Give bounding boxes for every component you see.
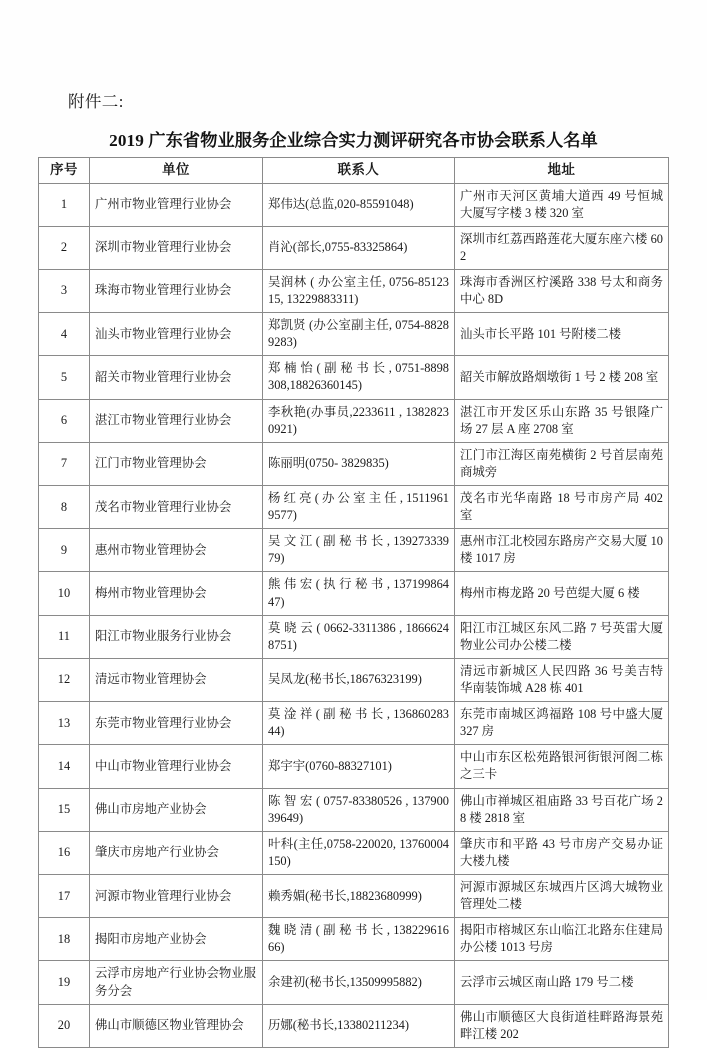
cell-address: 广州市天河区黄埔大道西 49 号恒城大厦写字楼 3 楼 320 室 xyxy=(455,183,669,226)
cell-contact: 郑伟达(总监,020-85591048) xyxy=(263,183,455,226)
table-row xyxy=(39,1004,669,1047)
cell-contact: 吴凤龙(秘书长,18676323199) xyxy=(263,658,455,701)
cell-index: 6 xyxy=(39,399,90,442)
cell-organization: 揭阳市房地产业协会 xyxy=(90,918,263,961)
cell-address: 惠州市江北校园东路房产交易大厦 10 楼 1017 房 xyxy=(455,529,669,572)
cell-contact: 郑宇宇(0760-88327101) xyxy=(263,745,455,788)
table-body xyxy=(39,183,669,1047)
cell-contact: 陈丽明(0750- 3829835) xyxy=(263,442,455,485)
page-title: 2019 广东省物业服务企业综合实力测评研究各市协会联系人名单 xyxy=(109,131,598,150)
cell-organization: 珠海市物业管理行业协会 xyxy=(90,269,263,312)
column-header-index: 序号 xyxy=(39,158,90,184)
cell-index: 10 xyxy=(39,572,90,615)
cell-address: 东莞市南城区鸿福路 108 号中盛大厦 327 房 xyxy=(455,702,669,745)
table-header-row xyxy=(39,158,669,184)
cell-contact: 肖沁(部长,0755-83325864) xyxy=(263,226,455,269)
table-row xyxy=(39,745,669,788)
cell-contact: 杨 红 亮 ( 办 公 室 主 任 , 15119619577) xyxy=(263,486,455,529)
cell-contact: 历娜(秘书长,13380211234) xyxy=(263,1004,455,1047)
column-header-contact: 联系人 xyxy=(263,158,455,184)
table-row xyxy=(39,918,669,961)
cell-organization: 汕头市物业管理行业协会 xyxy=(90,313,263,356)
cell-contact: 陈 智 宏 ( 0757-83380526 , 13790039649) xyxy=(263,788,455,831)
cell-index: 1 xyxy=(39,183,90,226)
cell-address: 阳江市江城区东风二路 7 号英雷大厦物业公司办公楼二楼 xyxy=(455,615,669,658)
cell-index: 4 xyxy=(39,313,90,356)
cell-address: 河源市源城区东城西片区鸿大城物业管理处二楼 xyxy=(455,875,669,918)
cell-contact: 吴 文 江 ( 副 秘 书 长 , 13927333979) xyxy=(263,529,455,572)
cell-index: 17 xyxy=(39,875,90,918)
cell-address: 云浮市云城区南山路 179 号二楼 xyxy=(455,961,669,1004)
cell-address: 清远市新城区人民四路 36 号美吉特华南装饰城 A28 栋 401 xyxy=(455,658,669,701)
cell-index: 14 xyxy=(39,745,90,788)
cell-contact: 熊 伟 宏 ( 执 行 秘 书 , 13719986447) xyxy=(263,572,455,615)
cell-address: 肇庆市和平路 43 号市房产交易办证大楼九楼 xyxy=(455,831,669,874)
table-row xyxy=(39,183,669,226)
cell-address: 江门市江海区南苑横街 2 号首层南苑商城旁 xyxy=(455,442,669,485)
cell-organization: 茂名市物业管理行业协会 xyxy=(90,486,263,529)
contacts-table xyxy=(38,157,669,1048)
cell-index: 16 xyxy=(39,831,90,874)
table-row xyxy=(39,572,669,615)
table-row xyxy=(39,788,669,831)
cell-index: 13 xyxy=(39,702,90,745)
cell-contact: 莫 晓 云 ( 0662-3311386 , 18666248751) xyxy=(263,615,455,658)
cell-index: 2 xyxy=(39,226,90,269)
cell-contact: 郑 楠 怡 ( 副 秘 书 长 , 0751-8898308,18826360145) xyxy=(263,356,455,399)
cell-address: 揭阳市榕城区东山临江北路东住建局办公楼 1013 号房 xyxy=(455,918,669,961)
table-row xyxy=(39,831,669,874)
cell-organization: 梅州市物业管理协会 xyxy=(90,572,263,615)
cell-contact: 吴润林 ( 办公室主任, 0756-8512315, 13229883311) xyxy=(263,269,455,312)
cell-index: 9 xyxy=(39,529,90,572)
table-row xyxy=(39,875,669,918)
table-row xyxy=(39,442,669,485)
cell-address: 佛山市顺德区大良街道桂畔路海景苑畔江楼 202 xyxy=(455,1004,669,1047)
cell-organization: 韶关市物业管理行业协会 xyxy=(90,356,263,399)
cell-organization: 肇庆市房地产行业协会 xyxy=(90,831,263,874)
cell-contact: 赖秀媚(秘书长,18823680999) xyxy=(263,875,455,918)
table-row xyxy=(39,313,669,356)
cell-organization: 惠州市物业管理协会 xyxy=(90,529,263,572)
cell-index: 8 xyxy=(39,486,90,529)
cell-index: 15 xyxy=(39,788,90,831)
cell-organization: 河源市物业管理行业协会 xyxy=(90,875,263,918)
contacts-table-container xyxy=(38,157,669,1048)
table-row xyxy=(39,615,669,658)
table-row xyxy=(39,658,669,701)
table-header xyxy=(39,158,669,184)
cell-address: 茂名市光华南路 18 号市房产局 402 室 xyxy=(455,486,669,529)
cell-address: 韶关市解放路烟墩街 1 号 2 楼 208 室 xyxy=(455,356,669,399)
cell-organization: 湛江市物业管理行业协会 xyxy=(90,399,263,442)
table-row xyxy=(39,269,669,312)
cell-address: 湛江市开发区乐山东路 35 号银隆广场 27 层 A 座 2708 室 xyxy=(455,399,669,442)
table-row xyxy=(39,961,669,1004)
cell-contact: 余建初(秘书长,13509995882) xyxy=(263,961,455,1004)
cell-address: 汕头市长平路 101 号附楼二楼 xyxy=(455,313,669,356)
cell-organization: 中山市物业管理行业协会 xyxy=(90,745,263,788)
cell-organization: 江门市物业管理协会 xyxy=(90,442,263,485)
cell-organization: 佛山市顺德区物业管理协会 xyxy=(90,1004,263,1047)
table-row xyxy=(39,486,669,529)
cell-organization: 广州市物业管理行业协会 xyxy=(90,183,263,226)
attachment-label: 附件二: xyxy=(68,92,124,111)
cell-organization: 云浮市房地产行业协会物业服务分会 xyxy=(90,961,263,1004)
table-row xyxy=(39,356,669,399)
cell-index: 11 xyxy=(39,615,90,658)
table-row xyxy=(39,529,669,572)
table-row xyxy=(39,226,669,269)
cell-index: 20 xyxy=(39,1004,90,1047)
cell-contact: 郑凯贤 (办公室副主任, 0754-88289283) xyxy=(263,313,455,356)
table-row xyxy=(39,702,669,745)
cell-contact: 魏 晓 清 ( 副 秘 书 长 , 13822961666) xyxy=(263,918,455,961)
cell-index: 3 xyxy=(39,269,90,312)
cell-organization: 东莞市物业管理行业协会 xyxy=(90,702,263,745)
cell-organization: 清远市物业管理协会 xyxy=(90,658,263,701)
cell-organization: 深圳市物业管理行业协会 xyxy=(90,226,263,269)
column-header-organization: 单位 xyxy=(90,158,263,184)
cell-organization: 阳江市物业服务行业协会 xyxy=(90,615,263,658)
cell-address: 梅州市梅龙路 20 号芭缇大厦 6 楼 xyxy=(455,572,669,615)
cell-address: 中山市东区松苑路银河街银河阁二栋之三卡 xyxy=(455,745,669,788)
cell-index: 7 xyxy=(39,442,90,485)
cell-address: 佛山市禅城区祖庙路 33 号百花广场 28 楼 2818 室 xyxy=(455,788,669,831)
column-header-address: 地址 xyxy=(455,158,669,184)
cell-index: 5 xyxy=(39,356,90,399)
cell-contact: 李秋艳(办事员,2233611 , 13828230921) xyxy=(263,399,455,442)
cell-index: 19 xyxy=(39,961,90,1004)
cell-index: 18 xyxy=(39,918,90,961)
cell-contact: 莫 淦 祥 ( 副 秘 书 长 , 13686028344) xyxy=(263,702,455,745)
table-row xyxy=(39,399,669,442)
cell-contact: 叶科(主任,0758-220020, 13760004150) xyxy=(263,831,455,874)
cell-organization: 佛山市房地产业协会 xyxy=(90,788,263,831)
cell-address: 珠海市香洲区柠溪路 338 号太和商务中心 8D xyxy=(455,269,669,312)
cell-index: 12 xyxy=(39,658,90,701)
cell-address: 深圳市红荔西路莲花大厦东座六楼 602 xyxy=(455,226,669,269)
